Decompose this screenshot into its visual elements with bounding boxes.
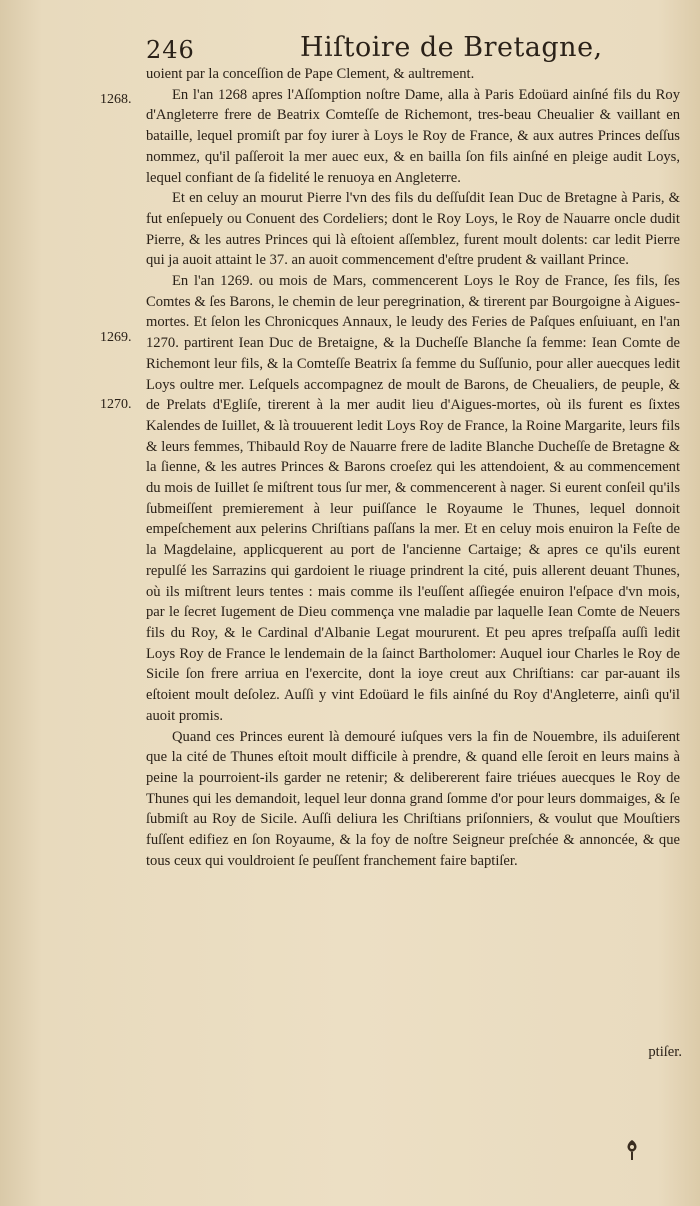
running-title: Hiſtoire de Bretagne,: [300, 32, 603, 63]
body-text: [146, 64, 680, 871]
margin-year-1268: 1268.: [100, 92, 132, 107]
margin-year-1270: 1270.: [100, 397, 132, 412]
paragraph: En l'an 1269. ou mois de Mars, commencerent Loys le Roy de France, ſes fils, ſes Comtes & ſes Barons, le chemin de leur peregrination, & tirerent par Bourgoigne à Aigues-mortes. Et ſelon les Chronicques Annaux, le leudy des Feries de Paſques enſuiuant, en l'an 1270. partirent Iean Duc de Bretaigne, & la Ducheſſe Blanche ſa femme: Iean Comte de Richemont leur fils, & la Comteſſe Beatrix ſa femme du Suſſunio, pour aller auecques ledit Loys oultre mer. Leſquels accompagnez de moult de Barons, de Cheualiers, de peuple, & de Prelats d'Egliſe, tirerent à la mer audit lieu d'Aigues-mortes, où ils furent es ſixtes Kalendes de Iuillet, & là trouuerent ledit Loys Roy de France, la Roine Margarite, leurs fils & leurs femmes, Thibauld Roy de Nauarre frere de ladite Blanche Ducheſſe de Bretagne & la ſienne, & les autres Princes & Barons croeſez qui les attendoient, & au commencement du mois de Iuillet ſe miſtrent tous ſur mer, & commencerent à nager. Si eurent conſeil qu'ils ſubmeiſſent premierement à leur puiſſance le Royaume le Thunes, lequel donnoit empeſchement aux pelerins Chriſtians paſſans la mer. Et en celuy mois enuiron la Feſte de la Magdelaine, applicquerent au port de l'ancienne Cartaige; & apres ce qu'ils eurent repulſé les Sarrazins qui gardoient le riuage prindrent la cité, puis allerent deuant Thunes, où ils miſtrent leurs tentes : mais comme ils l'euſſent aſſiegée enuiron l'eſpace d'vn mois, par le ſecret Iugement de Dieu commença vne maladie par laquelle Iean Comte de Neuers fils du Roy, & le Cardinal d'Albanie Legat moururent. Et peu apres treſpaſſa auſſi ledit Loys Roy de France le lendemain de la ſainct Bartholomer: Auquel iour Charles le Roy de Sicile ſon frere arriua en l'exercite, dont la ioye creut aux Chriſtians: car par-auant ils eſtoient moult deſolez. Auſſi y vint Edoüard le fils ainſné du Roy d'Angleterre, ainſi qu'il auoit promis.: [146, 273, 680, 724]
page-number: 246: [146, 36, 195, 64]
printer-ornament-icon: [622, 1138, 642, 1162]
paragraph: En l'an 1268 apres l'Aſſomption noſtre Dame, alla à Paris Edoüard ainſné fils du Roy d'Angleterre frere de Beatrix Comteſſe de Richemont, tres-beau Cheualier & vaillant en bataille, lequel promiſt par foy iurer à Loys le Roy de France, & aux autres Princes deſſus nommez, qu'il paſſeroit la mer auec eux, & en bailla ſon fils ainſné en pleige audit Loys, lequel confiant de ſa fidelité le renuoya en Angleterre.: [146, 86, 680, 186]
paragraph: uoient par la conceſſion de Pape Clement, & aultrement.: [146, 66, 475, 82]
paragraph: Et en celuy an mourut Pierre l'vn des fils du deſſuſdit Iean Duc de Bretagne à Paris, & fut enſepuely ou Conuent des Cordeliers; dont le Roy Loys, le Roy de Nauarre oncle dudit Pierre, & les autres Princes qui là eſtoient aſſemblez, furent moult dolents: car ledit Pierre qui ja auoit attaint le 37. an auoit commencement d'eſtre prudent & vaillant Prince.: [146, 190, 680, 269]
margin-year-1269: 1269.: [100, 330, 132, 345]
paragraph: Quand ces Princes eurent là demouré iuſques vers la fin de Nouembre, ils aduiſerent que la cité de Thunes eſtoit moult difficile à prendre, & quand elle ſeroit en leurs mains à peine la pourroient-ils garder ne retenir; & delibererent faire triéues auecques le Roy de Thunes qui les demandoit, lequel leur donna grand ſomme d'or pour leurs dommaiges, & ſe ſubmiſt au Roy de Sicile. Auſſi deliura les Chriſtians priſonniers, & voulut que Mouſtiers fuſſent edifiez en ſon Royaume, & la foy de noſtre Seigneur preſchée & annoncée, & que tous ceux qui vouldroient ſe peuſſent franchement faire baptiſer.: [146, 728, 680, 869]
catchword: ptiſer.: [648, 1044, 682, 1060]
